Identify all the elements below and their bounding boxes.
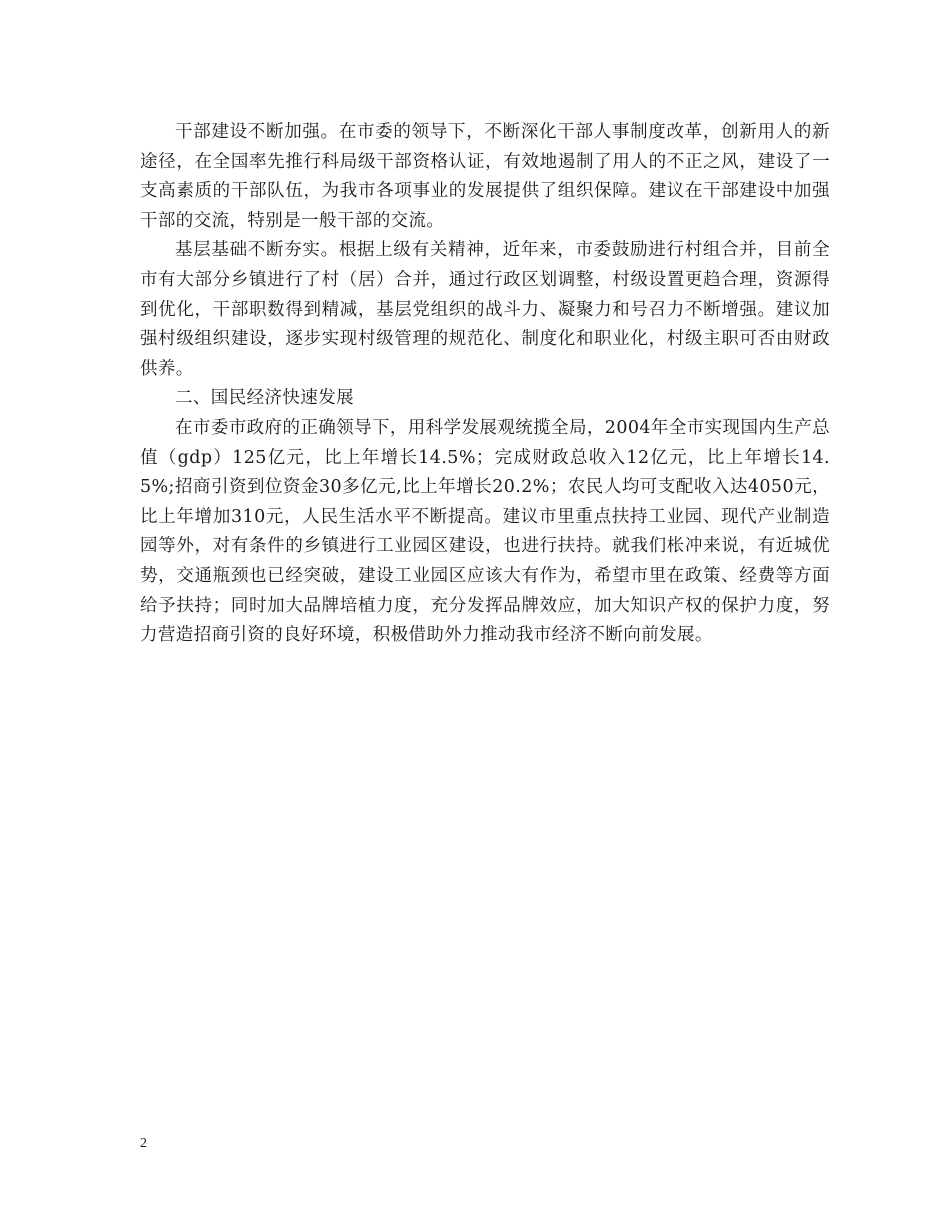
paragraph-grassroots: 基层基础不断夯实。根据上级有关精神，近年来，市委鼓励进行村组合并，目前全市有大部分乡镇进行了村（居）合并，通过行政区划调整，村级设置更趋合理，资源得到优化，干部职数得到精减，基层党组织的战斗力、凝聚力和号召力不断增强。建议加强村级组织建设，逐步实现村级管理的规范化、制度化和职业化，村级主职可否由财政供养。 [140, 240, 830, 379]
paragraph-economy: 在市委市政府的正确领导下，用科学发展观统揽全局，2004年全市实现国内生产总值（gdp）125亿元，比上年增长14.5%；完成财政总收入12亿元，比上年增长14.5%;招商引资到位资金30多亿元,比上年增长20.2%；农民人均可支配收入达4050元，比上年增加310元，人民生活水平不断提高。建议市里重点扶持工业园、现代产业制造园等外，对有条件的乡镇进行工业园区建设，也进行扶持。就我们枨冲来说，有近城优势，交通瓶颈也已经突破，建设工业园区应该大有作为，希望市里在政策、经费等方面给予扶持；同时加大品牌培植力度，充分发挥品牌效应，加大知识产权的保护力度，努力营造招商引资的良好环境，积极借助外力推动我市经济不断向前发展。 [140, 417, 830, 646]
section-heading-economy: 二、国民经济快速发展 [175, 388, 354, 409]
document-body [140, 118, 830, 651]
paragraph-cadre-building: 干部建设不断加强。在市委的领导下，不断深化干部人事制度改革，创新用人的新途径，在全国率先推行科局级干部资格认证，有效地遏制了用人的不正之风，建设了一支高素质的干部队伍，为我市各项事业的发展提供了组织保障。建议在干部建设中加强干部的交流，特别是一般干部的交流。 [140, 122, 830, 231]
page-number: 2 [140, 1136, 147, 1151]
